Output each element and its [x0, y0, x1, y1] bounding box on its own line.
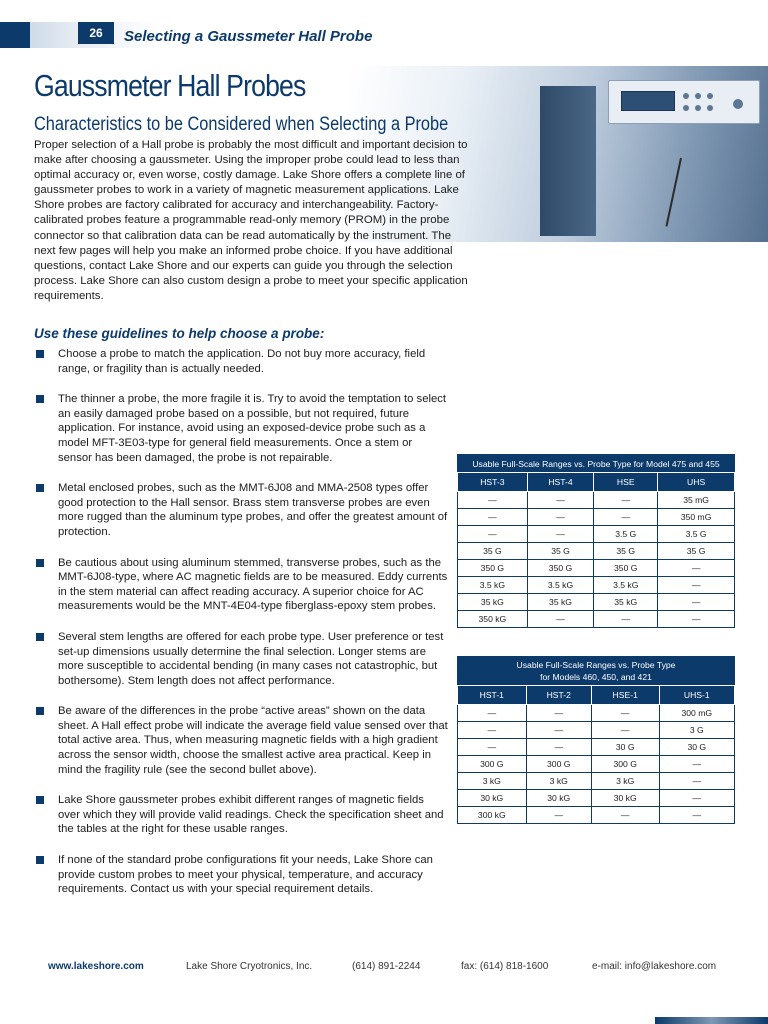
table-cell: 35 G	[594, 543, 658, 560]
table-cell: —	[458, 722, 527, 739]
table-title-line: Usable Full-Scale Ranges vs. Probe Type	[516, 660, 676, 670]
table-cell: —	[591, 807, 659, 824]
instrument-knob	[733, 99, 743, 109]
table-title: Usable Full-Scale Ranges vs. Probe Type for Model 475 and 455	[458, 455, 735, 473]
guideline-item	[34, 793, 448, 837]
table-row	[458, 560, 735, 577]
table-body	[458, 705, 735, 824]
bullet-square-icon	[36, 796, 44, 804]
page-number: 26	[78, 22, 114, 44]
bullet-square-icon	[36, 350, 44, 358]
guideline-text: The thinner a probe, the more fragile it is. Try to avoid the temptation to select an easily damaged probe based on a possible, but not required, future application. For instance, avoid using an exposed-device probe such as a model MFT-3E03-type for general field measurements. Once a stem or sensor has been damaged, the probe is not repairable.	[58, 393, 447, 464]
guideline-text: Several stem lengths are offered for each probe type. User preference or test set-up dimensions usually determine the final selection. Longer stems are more susceptible to accidental bending (in many cases not catastrophic, but bothersome). Stem length does not affect performance.	[58, 630, 444, 687]
table-cell: —	[527, 526, 593, 543]
table-cell: —	[527, 611, 593, 628]
table-header: HST-4	[527, 473, 593, 492]
table-cell: 350 G	[458, 560, 528, 577]
table-cell: —	[594, 509, 658, 526]
table-header: HSE	[594, 473, 658, 492]
table-header: HST-3	[458, 473, 528, 492]
table-cell: 350 G	[527, 560, 593, 577]
table-row	[458, 526, 735, 543]
instrument-display	[621, 91, 675, 111]
bullet-square-icon	[36, 633, 44, 641]
guideline-text: Be aware of the differences in the probe “active areas” shown on the data sheet. A Hall effect probe will indicate the average field value sensed over that total active area. Thus, when measuring magnetic fields with a high gradient across the sensor width, choose the smallest active area practical. Keep in mind the fragility rule (see the second bullet above).	[58, 705, 448, 776]
table-header: UHS-1	[659, 686, 734, 705]
instrument-button	[695, 105, 701, 111]
bullet-square-icon	[36, 559, 44, 567]
table-cell: —	[591, 705, 659, 722]
table-cell: —	[658, 577, 735, 594]
table-header: UHS	[658, 473, 735, 492]
guidelines-heading: Use these guidelines to help choose a probe:	[34, 326, 325, 341]
table-cell: —	[659, 773, 734, 790]
header-band	[0, 22, 768, 48]
table-cell: 300 kG	[458, 807, 527, 824]
table-cell: 35 G	[458, 543, 528, 560]
table-cell: 300 mG	[659, 705, 734, 722]
instrument-button	[683, 93, 689, 99]
table-cell: 3.5 kG	[527, 577, 593, 594]
table-cell: 30 kG	[591, 790, 659, 807]
table-cell: 35 mG	[658, 492, 735, 509]
table-row	[458, 705, 735, 722]
footer-fax: fax: (614) 818-1600	[461, 961, 549, 972]
footer-company: Lake Shore Cryotronics, Inc.	[186, 961, 313, 972]
range-table-460-450-421	[457, 656, 735, 824]
table-row	[458, 577, 735, 594]
table-cell: 3 kG	[458, 773, 527, 790]
table-cell: 35 kG	[594, 594, 658, 611]
table-row	[458, 807, 735, 824]
table-cell: —	[458, 739, 527, 756]
table-cell: —	[658, 560, 735, 577]
table-cell: 30 kG	[526, 790, 591, 807]
guideline-item	[34, 704, 448, 777]
range-table-475-455	[457, 454, 735, 628]
guideline-item	[34, 392, 448, 465]
guideline-item	[34, 853, 448, 897]
gaussmeter-instrument-image	[608, 80, 760, 124]
table-cell: 3.5 kG	[458, 577, 528, 594]
footer-email-link[interactable]: e-mail: info@lakeshore.com	[592, 961, 717, 972]
table-cell: 35 kG	[527, 594, 593, 611]
table-row	[458, 739, 735, 756]
table-row	[458, 492, 735, 509]
table-cell: —	[594, 492, 658, 509]
table-cell: —	[526, 722, 591, 739]
table-cell: —	[659, 807, 734, 824]
instrument-button	[707, 105, 713, 111]
table-row	[458, 509, 735, 526]
instrument-rack-image	[540, 86, 596, 236]
table-cell: 30 kG	[458, 790, 527, 807]
footer-website-link[interactable]: www.lakeshore.com	[48, 961, 144, 972]
table-cell: 3 G	[659, 722, 734, 739]
table-cell: 35 kG	[458, 594, 528, 611]
table-cell: —	[458, 509, 528, 526]
page-subtitle: Characteristics to be Considered when Selecting a Probe	[34, 114, 449, 135]
guideline-item	[34, 481, 448, 539]
table-cell: —	[526, 807, 591, 824]
table-cell: 3.5 kG	[594, 577, 658, 594]
bullet-square-icon	[36, 856, 44, 864]
table-body	[458, 492, 735, 628]
bullet-square-icon	[36, 395, 44, 403]
table-header: HST-2	[526, 686, 591, 705]
table-cell: 3 kG	[526, 773, 591, 790]
guideline-item	[34, 347, 448, 376]
table-cell: 35 G	[658, 543, 735, 560]
footer-corner-band	[655, 1017, 768, 1024]
guideline-item	[34, 556, 448, 614]
table-cell: 3 kG	[591, 773, 659, 790]
bullet-square-icon	[36, 484, 44, 492]
guidelines-list	[34, 347, 448, 897]
table-cell: —	[458, 492, 528, 509]
table-row	[458, 722, 735, 739]
table-row	[458, 543, 735, 560]
guideline-item	[34, 630, 448, 688]
table-row	[458, 790, 735, 807]
guideline-text: Lake Shore gaussmeter probes exhibit different ranges of magnetic fields over which they will provide valid readings. Check the specification sheet and the tables at the right for these usable ranges.	[58, 794, 444, 836]
table-title	[458, 657, 735, 686]
table-cell: 350 kG	[458, 611, 528, 628]
guideline-text: If none of the standard probe configurations fit your needs, Lake Shore can provide custom probes to meet your physical, temperature, and accuracy requirements. Contact us with your special requirement details.	[58, 854, 433, 896]
table-cell: —	[591, 722, 659, 739]
hall-probe-image	[665, 158, 682, 227]
instrument-button	[683, 105, 689, 111]
instrument-button	[695, 93, 701, 99]
section-title: Selecting a Gaussmeter Hall Probe	[124, 28, 373, 45]
table-cell: 30 G	[659, 739, 734, 756]
intro-paragraph: Proper selection of a Hall probe is probably the most difficult and important decision to make after choosing a gaussmeter. Using the improper probe could lead to less than optimal accuracy or, even worse, costly damage. Lake Shore offers a complete line of gaussmeter probes to work in a variety of magnetic measurement applications. Lake Shore probes are factory calibrated for accuracy and interchangeability. Factory-calibrated probes feature a programmable read-only memory (PROM) in the probe connector so that calibration data can be read automatically by the instrument. The next few pages will help you make an informed probe choice. If you have additional questions, contact Lake Shore and our experts can guide you through the selection process. Lake Shore can also custom design a probe to meet your specific application requirements.	[34, 139, 468, 302]
guideline-text: Metal enclosed probes, such as the MMT-6J08 and MMA-2508 types offer good protection to the Hall sensor. Brass stem transverse probes are even more rugged than the aluminum type probes, and offer the greatest amount of protection.	[58, 482, 448, 538]
table-cell: 350 G	[594, 560, 658, 577]
footer-phone: (614) 891-2244	[352, 961, 421, 972]
table-header: HST-1	[458, 686, 527, 705]
guideline-text: Choose a probe to match the application. Do not buy more accuracy, field range, or fragility than is actually needed.	[58, 348, 426, 375]
table-cell: 30 G	[591, 739, 659, 756]
table-cell: 3.5 G	[594, 526, 658, 543]
table-row	[458, 773, 735, 790]
table-cell: —	[658, 594, 735, 611]
instrument-button	[707, 93, 713, 99]
table-cell: 350 mG	[658, 509, 735, 526]
table-cell: —	[526, 739, 591, 756]
table-cell: —	[458, 705, 527, 722]
bullet-square-icon	[36, 707, 44, 715]
table-cell: —	[527, 509, 593, 526]
table-header: HSE-1	[591, 686, 659, 705]
table-cell: 35 G	[527, 543, 593, 560]
table-title-line: for Models 460, 450, and 421	[540, 672, 652, 682]
table-cell: —	[458, 526, 528, 543]
table-row	[458, 611, 735, 628]
table-cell: 300 G	[458, 756, 527, 773]
table-cell: 300 G	[526, 756, 591, 773]
table-cell: 300 G	[591, 756, 659, 773]
table-row	[458, 756, 735, 773]
table-cell: —	[659, 756, 734, 773]
table-cell: —	[659, 790, 734, 807]
table-cell: 3.5 G	[658, 526, 735, 543]
table-cell: —	[526, 705, 591, 722]
table-cell: —	[527, 492, 593, 509]
guideline-text: Be cautious about using aluminum stemmed, transverse probes, such as the MMT-6J08-type, where AC magnetic fields are to be measured. Eddy currents in the stem material can affect reading accuracy. A superior choice for AC measurements would be the MNT-4E04-type fiberglass-epoxy stem probes.	[58, 556, 448, 613]
page-title: Gaussmeter Hall Probes	[34, 68, 306, 103]
table-cell: —	[658, 611, 735, 628]
table-row	[458, 594, 735, 611]
table-cell: —	[594, 611, 658, 628]
